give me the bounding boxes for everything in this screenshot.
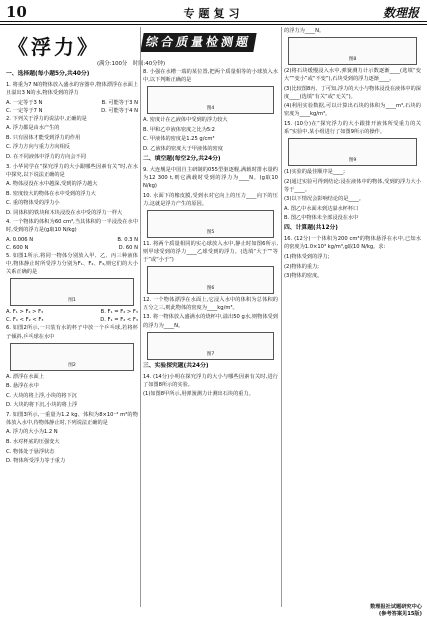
question-text: 1. 将重为7 N的物体放入盛水的容器中,物体漂浮在水面上且溢出3 N的水,物体受到的浮力 — [6, 81, 138, 97]
option: A. F₁ > F₂ > F₃ — [6, 309, 44, 316]
question-text: (2)通过实验可得到结论:浸在液体中的物体,受到的浮力大小等于____。 — [284, 178, 421, 193]
figure — [288, 138, 417, 166]
title-banner: 综合质量检测题 — [140, 33, 256, 52]
brand-logo: 数理报 — [382, 6, 419, 20]
question-text: 11. 将两个质量相同的实心球放入水中,静止时如图6所示,则甲球受到的浮力____乙球受到的浮力。(选填“大于”“等于”或“小于”) — [143, 240, 278, 263]
question-text: (1)实验的最佳顺序是____; — [284, 169, 345, 176]
question-text: A. 浮力都是由水产生的 — [6, 125, 60, 132]
question-text: B. 悬浮在水中 — [6, 383, 39, 390]
question-text: 7. 如图3所示,一重量为1.2 kg、体积为8×10⁻⁴ m³的物体放入水中,待物体静止时,下列说法正确的是 — [6, 411, 138, 426]
question-text: (1)如图8甲所示,用弹簧测力计测出石块的重力。 — [143, 391, 254, 398]
question-text: (3)物体的密度。 — [284, 273, 323, 280]
question-text: C. 物体处于悬浮状态 — [6, 448, 55, 455]
question-text: C. 浮力方向与重力方向相反 — [6, 144, 70, 151]
option: B. F₁ = F₂ > F₃ — [100, 309, 138, 316]
column-2 — [143, 68, 278, 608]
question-text: B. 图乙中物体未全部浸没在水中 — [284, 215, 359, 222]
title-block — [6, 27, 256, 59]
page-title: 《浮力》 — [8, 35, 100, 59]
question-text: (3)以下情况会影响结论的是____。 — [284, 196, 364, 203]
figure — [10, 278, 134, 306]
header-rule-thin — [0, 24, 427, 25]
options-row — [6, 308, 138, 316]
figure — [147, 86, 274, 114]
question-text: (2)物体的重力; — [284, 263, 320, 270]
header-rule — [0, 21, 427, 22]
question-text: C. 大块的将上浮,小块的将下沉 — [6, 392, 77, 399]
question-text: (2)将石块缓慢浸入水中,弹簧测力计示数逐渐____(选填“变大”“变小”或“不变”),石块受到的浮力逐渐____。 — [284, 68, 421, 83]
option: A. 一定等于3 N — [6, 99, 43, 106]
options-row — [6, 244, 138, 252]
figure-caption: 图1 — [68, 298, 76, 304]
question-text: 15. (10分)在“探究浮力的大小跟排开液体所受重力的关系”实验中,某小组进行了如图9所示的操作。 — [284, 120, 421, 135]
figure-caption: 图8 — [348, 56, 357, 62]
question-text: D. 乙液体的密度大于甲液体的密度 — [143, 145, 223, 152]
question-text: A. 图乙中水面未到达溢水杯杯口 — [284, 205, 359, 212]
exam-meta: (满分:100分 时间:40分钟) — [96, 61, 166, 67]
option: D. 60 N — [118, 245, 138, 252]
column-1 — [6, 68, 138, 608]
figure-caption: 图2 — [68, 362, 76, 368]
question-text: C. 甲液体的密度是1.25 g/cm³ — [143, 136, 215, 143]
question-text: B. 只有固体才能受到浮力的作用 — [6, 134, 81, 141]
figure-caption: 图7 — [206, 351, 215, 357]
question-text: (3)比较图8丙、丁可知,浮力的大小与物体浸没在液体中的深度____(选填“有关”或“无关”)。 — [284, 85, 421, 100]
options-row — [6, 99, 138, 107]
option: D. F₁ = F₂ < F₃ — [100, 317, 138, 324]
figure-caption: 图4 — [206, 106, 215, 112]
footer-line: (参考答案见15版) — [378, 611, 422, 618]
figure — [288, 37, 417, 65]
page-header — [0, 0, 427, 22]
question-text: 9. 大连舰是中国自主研制的055型驱逐舰,满载时排水量约为12 300 t,则它满载时受到的浮力为____N。(g取10 N/kg) — [143, 166, 278, 189]
question-text: A. 漂浮在水面上 — [6, 373, 44, 380]
question-text: 4. 一个物体的体积为60 cm³,当其体积的一半浸没在水中时,受到的浮力是(g取10 N/kg) — [6, 219, 138, 234]
question-text: 3. 小华同学在“探究浮力的大小跟哪些因素有关”时,在水中探究,以下说法正确的是 — [6, 163, 138, 178]
options-row — [6, 107, 138, 115]
question-text: B. 甲和乙中液体密度之比为5∶2 — [143, 126, 215, 133]
question-text: A. 浮力的大小为1.2 N — [6, 429, 58, 436]
question-text: (4)利用实验数据,可以计算出石块的体积为____m³,石块的密度为____kg/m³。 — [284, 103, 421, 118]
question-text: (1)物体受到的浮力; — [284, 254, 330, 261]
option: A. 0.006 N — [6, 237, 34, 244]
section-heading: 一、选择题(每小题5分,共40分) — [6, 71, 90, 77]
figure — [147, 266, 274, 294]
question-text: 16. (12分)一个体积为200 cm³的物体悬浮在水中,已知水的密度为1.0×10³ kg/m³,g取10 N/kg。求: — [284, 236, 421, 251]
question-text: 12. 一个物体漂浮在水面上,它浸入水中的体积为总体积的五分之三,则此物体的密度为____kg/m³。 — [143, 296, 278, 311]
column-divider — [281, 27, 282, 607]
question-text: B. 水对杯底的压强变大 — [6, 439, 60, 446]
figure — [147, 210, 274, 238]
page-number: 10 — [6, 3, 27, 21]
section-heading: 三、实验探究题(共24分) — [143, 362, 209, 369]
option: C. 一定等于7 N — [6, 107, 43, 114]
option: B. 可能等于3 N — [101, 99, 138, 106]
figure-caption: 图5 — [206, 229, 215, 235]
question-text: D. 物体所受浮力等于重力 — [6, 458, 66, 465]
question-text: 的浮力为____N。 — [284, 28, 325, 34]
question-text: 8. 小强在水槽一端的某位置,把两个质量相等的小球放入水中,以下判断正确的是 — [143, 69, 278, 84]
question-text: 5. 如图1所示,将同一物体分别放入甲、乙、丙三种液体中,物体静止时所受浮力分别为F₁、F₂、F₃,则它们的大小关系正确的是 — [6, 253, 138, 276]
question-text: 10. 水面下的橡皮膜,受到水对它向上的压力____向下的压力,这就是浮力产生的原因。 — [143, 192, 278, 207]
figure-caption: 图9 — [348, 157, 357, 163]
question-text: 2. 下列关于浮力的说法中,正确的是 — [6, 115, 87, 122]
question-text: D. 在不同液体中浮力的方向会不同 — [6, 153, 86, 160]
section-heading: 二、填空题(每空2分,共24分) — [143, 155, 221, 162]
options-row — [6, 316, 138, 324]
figure — [147, 332, 274, 360]
footer — [310, 604, 422, 619]
question-text: 6. 如图2所示,一只装有水的杯子中放一个乒乓球,若将杯子倾斜,乒乓球在水中 — [6, 325, 138, 340]
figure-caption: 图6 — [206, 285, 215, 291]
figure — [10, 343, 134, 371]
question-text: 14. (14分)小明在探究浮力的大小与哪些因素有关时,进行了如图8所示的实验。 — [143, 373, 278, 388]
option: C. F₁ < F₂ < F₃ — [6, 317, 44, 324]
column-divider — [140, 27, 141, 607]
column-3 — [284, 27, 421, 587]
question-text: A. 密度计在乙液体中受到的浮力较大 — [143, 117, 228, 124]
option: D. 可能等于4 N — [101, 107, 138, 114]
question-text: D. 同体积的铁块和木块浸没在水中受的浮力一样大 — [6, 209, 123, 216]
section-heading: 四、计算题(共12分) — [284, 225, 338, 232]
question-text: A. 物体浸没在水中越深,受到的浮力越大 — [6, 181, 98, 188]
footer-line: 数理报社试题研究中心 — [370, 604, 422, 610]
options-row — [6, 236, 138, 244]
question-text: B. 密度较大的物体在水中受到的浮力大 — [6, 190, 96, 197]
section-title: 专题复习 — [183, 7, 244, 20]
question-text: D. 大块的将下沉,小块的将上浮 — [6, 402, 78, 409]
option: B. 0.3 N — [117, 237, 138, 244]
option: C. 600 N — [6, 245, 29, 252]
question-text: C. 重的物体受的浮力小 — [6, 200, 60, 207]
question-text: 13. 将一物体放入盛满水的烧杯中,溢出50 g水,则物体受到的浮力为____N。 — [143, 314, 278, 329]
